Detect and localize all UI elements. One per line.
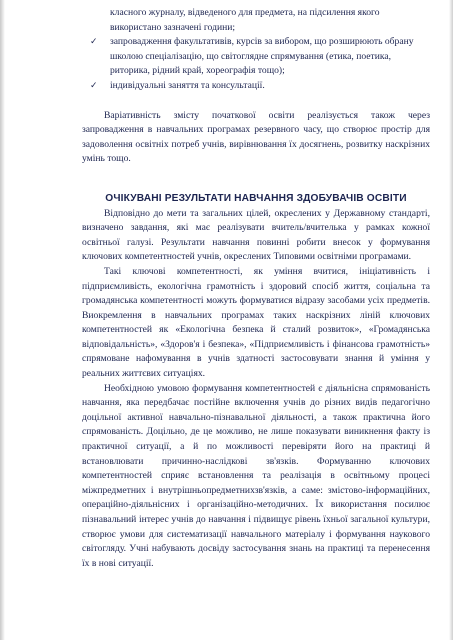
variation-paragraph: Варіативність змісту початкової освіти реалізується також через запровадження в навчальних програмах резервного часу, що створює простір для задоволення освітніх потреб учнів, вирівнювання їх досягнень, розвитку наскрізних умінь тощо. [82, 109, 430, 165]
section-heading: ОЧІКУВАНІ РЕЗУЛЬТАТИ НАВЧАННЯ ЗДОБУВАЧІВ ОСВІТИ [105, 192, 407, 204]
list-item [82, 79, 430, 94]
section-paragraph-3: Необхідною умовою формування компетентностей є діяльнісна спрямованість навчання, яка передбачає постійне включення учнів до різних видів педагогічно доцільної активної навчально-пізнавальної діяльності, а також практична його спрямованість. Доцільно, де це можливо, не лише показувати виникнення факту із практичної ситуації, а й по можливості перевіряти його на практиці й встановлювати причинно-наслідкові зв'язків. Формуванню ключових компетентностей сприяє встановлення та реалізація в освітньому процесі міжпредметних і внутрішньопредметнихзв'язків, а саме: змістово-інформаційних, операційно-діяльнісних і організаційно-методичних. Їх використання посилює пізнавальний інтерес учнів до навчання і підвищує рівень їхньої загальної культури, створює умови для систематизації навчального матеріалу і формування наукового світогляду. Учні набувають досвіду застосування знань на практиці та перенесення їх в нові ситуації. [82, 382, 430, 569]
check-mark-icon: ✓ [90, 80, 98, 91]
page-content [82, 6, 430, 571]
list-item [82, 35, 430, 79]
bullet-list [82, 35, 430, 93]
list-item-text: запровадження факультативів, курсів за вибором, що розширюють обрану школою спеціалізацію, що світоглядне спрямування (етика, поетика, риторика, рідний край, хореографія тощо); [110, 36, 414, 77]
bullet-continuation: класного журналу, відведеного для предмета, на підсилення якого використано зазначені години; [110, 7, 380, 33]
page-shadow-right [449, 0, 453, 640]
section-paragraph-1: Відповідно до мети та загальних цілей, окреслених у Державному стандарті, визначено завдання, які має реалізувати вчитель/вчителька у рамках кожної освітньої галузі. Результати навчання повинні робити внесок у формування ключових компетентностей учнів, окреслених Типовими освітніми програмами. [82, 207, 430, 263]
check-mark-icon: ✓ [90, 37, 98, 48]
list-item-text: індивідуальні заняття та консультації. [110, 79, 265, 91]
page-shadow-left [0, 0, 5, 640]
section-paragraph-2: Такі ключові компетентності, як уміння вчитися, ініціативність і підприємливість, екологічна грамотність і здоровий спосіб життя, соціальна та громадянська компетентності можуть формуватися відразу засобами усіх предметів. Виокремлення в навчальних програмах таких наскрізних ліній ключових компетентностей як «Екологічна безпека й сталий розвиток», «Громадянська відповідальність», «Здоров'я і безпека», «Підприємливість і фінансова грамотність» спрямоване нафомування в учнів здатності застосовувати знання й уміння у реальних життєвих ситуаціях. [82, 265, 430, 380]
